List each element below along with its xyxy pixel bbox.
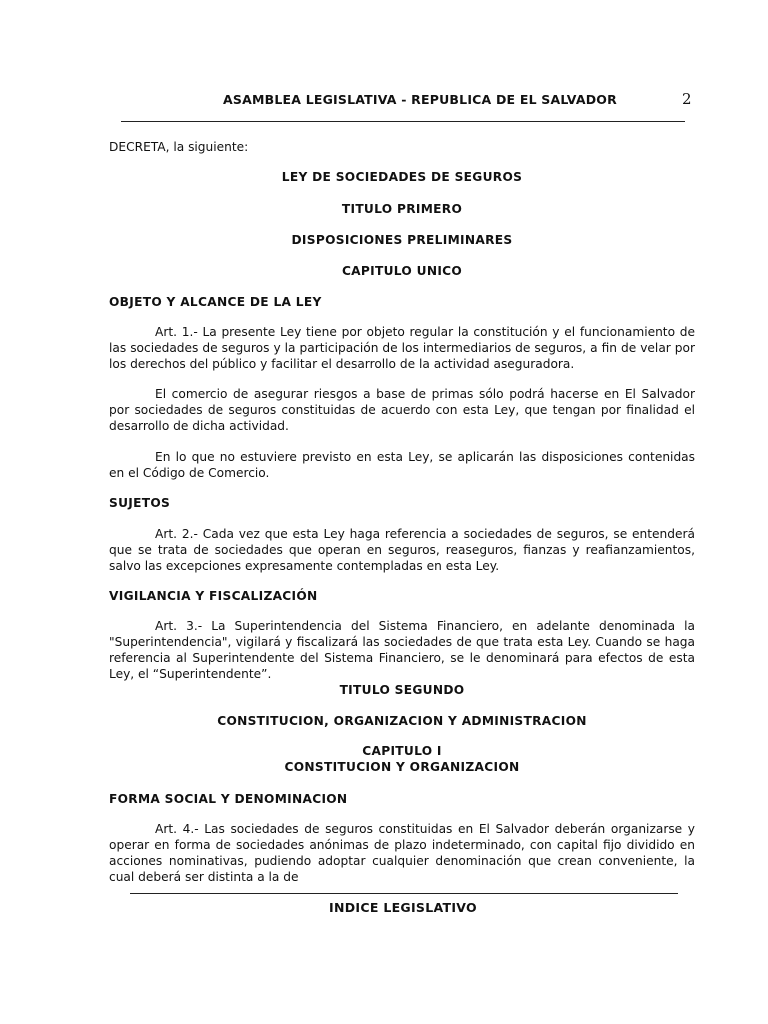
constitucion-title: CONSTITUCION, ORGANIZACION Y ADMINISTRACION <box>217 714 587 728</box>
art1-paragraph: Art. 1.- La presente Ley tiene por objeto regular la constitución y el funcionamiento de las sociedades de seguros y la participación de los intermediarios de seguros, a fin de velar por los derechos del público y facilitar el desarrollo de la actividad aseguradora. <box>109 325 695 371</box>
section-heading-vigilancia: VIGILANCIA Y FISCALIZACIÓN <box>109 589 318 603</box>
section-heading-objeto: OBJETO Y ALCANCE DE LA LEY <box>109 295 322 309</box>
art4-paragraph: Art. 4.- Las sociedades de seguros constituidas en El Salvador deberán organizarse y operar en forma de sociedades anónimas de plazo indeterminado, con capital fijo dividido en acciones nominativas, pudiendo adoptar cualquier denominación que crean conveniente, la cual deberá ser distinta a la de <box>109 822 695 884</box>
art2-paragraph: Art. 2.- Cada vez que esta Ley haga referencia a sociedades de seguros, se entenderá que se trata de sociedades que operan en seguros, reaseguros, fianzas y reafianzamientos, salvo las excepciones expresamente contempladas en esta Ley. <box>109 527 695 573</box>
footer-rule <box>130 893 678 894</box>
titulo-segundo: TITULO SEGUNDO <box>339 683 465 697</box>
page-number: 2 <box>682 90 692 108</box>
art3-paragraph: Art. 3.- La Superintendencia del Sistema Financiero, en adelante denominada la "Superintendencia", vigilará y fiscalizará las sociedades de que trata esta Ley. Cuando se haga referencia al Superintendente del Sistema Financiero, se le denominará para efectos de esta Ley, el “Superintendente”. <box>109 619 695 681</box>
decreta-line: DECRETA, la siguiente: <box>109 140 249 154</box>
art1-paragraph-2: El comercio de asegurar riesgos a base de primas sólo podrá hacerse en El Salvador por sociedades de seguros constituidas de acuerdo con esta Ley, que tengan por finalidad el desarrollo de dicha actividad. <box>109 387 695 433</box>
art1-paragraph-3: En lo que no estuviere previsto en esta Ley, se aplicarán las disposiciones contenidas en el Código de Comercio. <box>109 450 695 480</box>
section-heading-sujetos: SUJETOS <box>109 496 171 510</box>
capitulo-unico: CAPITULO UNICO <box>341 264 463 278</box>
law-title: LEY DE SOCIEDADES DE SEGUROS <box>281 170 523 184</box>
header-rule <box>121 121 685 122</box>
footer-label: INDICE LEGISLATIVO <box>329 900 477 915</box>
capitulo-i: CAPITULO I <box>362 744 442 758</box>
disposiciones-heading: DISPOSICIONES PRELIMINARES <box>291 233 513 247</box>
section-heading-forma: FORMA SOCIAL Y DENOMINACION <box>109 792 348 806</box>
titulo-primero: TITULO PRIMERO <box>341 202 463 216</box>
header-title: ASAMBLEA LEGISLATIVA - REPUBLICA DE EL SALVADOR <box>223 92 617 107</box>
constitucion-organizacion: CONSTITUCION Y ORGANIZACION <box>284 760 520 774</box>
